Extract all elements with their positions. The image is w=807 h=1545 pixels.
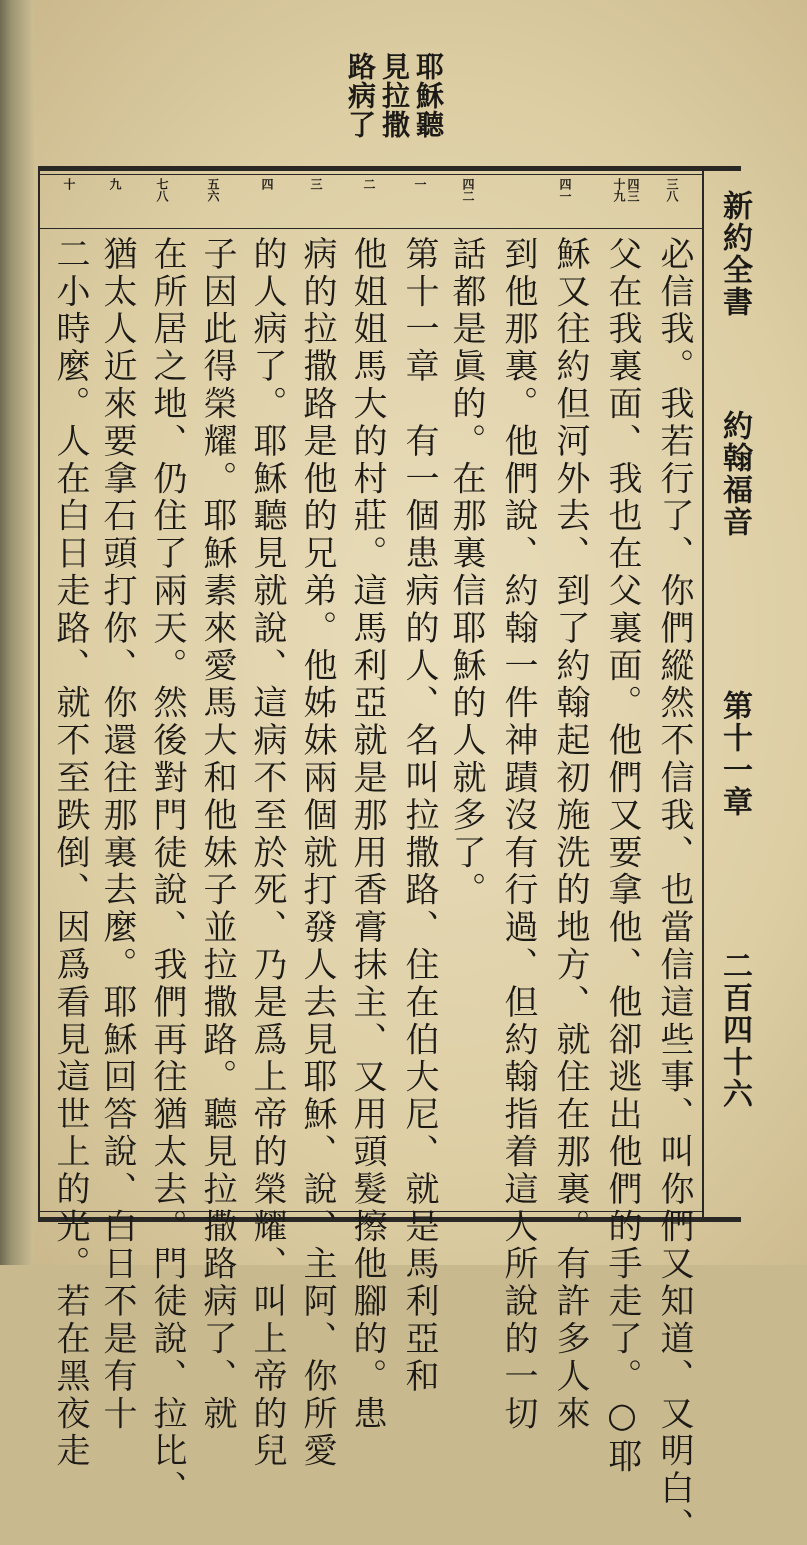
heading-column-1: 耶穌聽 bbox=[412, 52, 445, 139]
text-column-10: 子因此得榮耀。耶穌素來愛馬大和他妹子並拉撒路。聽見拉撒路病了、就 bbox=[197, 236, 237, 1433]
verse-marker: 七八 bbox=[155, 178, 169, 202]
verse-marker: 二 bbox=[362, 178, 376, 190]
text-column-1: 必信我。我若行了、你們縱然不信我、也當信這些事、叫你們又知道、又明白、 bbox=[654, 236, 694, 1545]
heading-column-3: 路病了 bbox=[344, 52, 377, 139]
verse-marker: 三 bbox=[309, 178, 323, 190]
book-spine-shadow bbox=[0, 0, 34, 1265]
verse-marker: 一 bbox=[413, 178, 427, 190]
verse-marker: 五六 bbox=[206, 178, 220, 202]
running-head-chapter: 第十一章 bbox=[717, 690, 752, 818]
verse-marker: 三八 bbox=[665, 178, 679, 202]
verse-marker: 九 bbox=[108, 178, 122, 190]
text-column-5: 話都是眞的。在那裏信耶穌的人就多了。 bbox=[446, 236, 486, 910]
text-column-2: 父在我裏面、我也在父裏面。他們又要拿他、他卻逃出他們的手走了。○耶 bbox=[602, 236, 642, 1477]
running-head-gospel: 約翰福音 bbox=[717, 410, 752, 538]
text-column-3: 穌又往約但河外去、到了約翰起初施洗的地方、就住在那裏。有許多人來 bbox=[550, 236, 590, 1433]
verse-marker: 十 bbox=[62, 178, 76, 190]
text-column-12: 猶太人近來要拿石頭打你、你還往那裏去麼。耶穌回答說、白日不是有十 bbox=[97, 236, 137, 1433]
text-column-11: 在所居之地、仍住了兩天。然後對門徒說、我們再往猶太去。門徒說、拉比、 bbox=[147, 236, 187, 1508]
text-column-7: 他姐姐馬大的村莊。這馬利亞就是那用香膏抹主、又用頭髮擦他腳的。患 bbox=[347, 236, 387, 1433]
frame-top-rule bbox=[38, 174, 703, 175]
verse-marker: 四 bbox=[260, 178, 274, 190]
verse-marker: 四三 十九 bbox=[612, 178, 640, 202]
text-column-13: 二小時麼。人在白日走路、就不至跌倒、因爲看見這世上的光。若在黑夜走 bbox=[50, 236, 90, 1471]
text-column-8: 病的拉撒路是他的兄弟。他姊妹兩個就打發人去見耶穌、說、主阿、你所愛 bbox=[297, 236, 337, 1471]
chapter-opening-column: 第十一章 有一個患病的人、名叫拉撒路、住在伯大尼、就是馬利亞和 bbox=[399, 236, 439, 1396]
text-column-4: 到他那裏。他們說、約翰一件神蹟沒有行過、但約翰指着這人所說的一切 bbox=[498, 236, 538, 1433]
heading-column-2: 見拉撒 bbox=[378, 52, 411, 139]
verse-marker: 四二 bbox=[461, 178, 475, 202]
text-column-9: 的人病了。耶穌聽見就說、這病不至於死、乃是爲上帝的榮耀、叫上帝的兒 bbox=[247, 236, 287, 1471]
running-head-book: 新約全書 bbox=[717, 190, 752, 318]
verse-number-rule bbox=[40, 228, 702, 229]
running-head-page-number: 二百四十六 bbox=[717, 950, 752, 1110]
section-heading bbox=[345, 52, 443, 152]
verse-marker: 四一 bbox=[558, 178, 572, 202]
